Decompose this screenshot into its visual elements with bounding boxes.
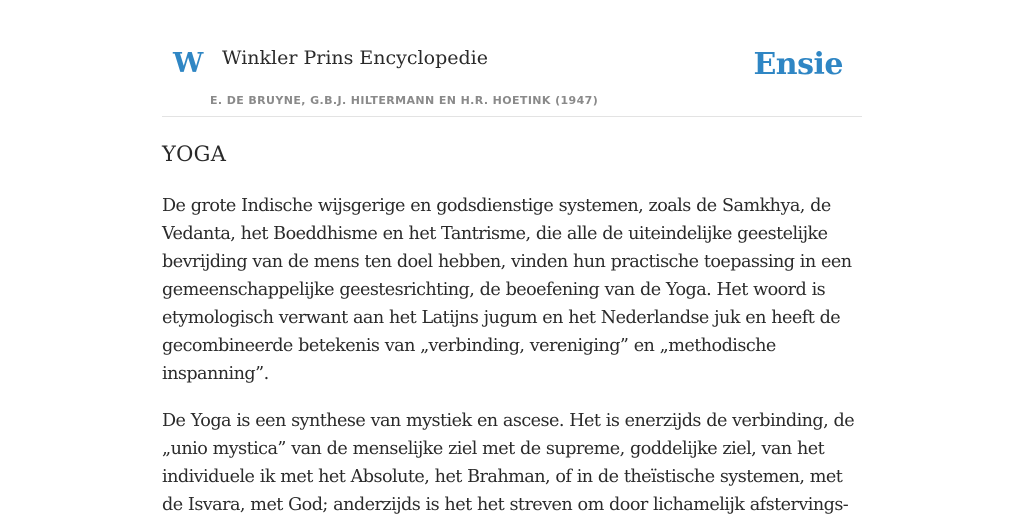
ensie-brand-link[interactable]: Ensie	[753, 47, 843, 82]
paragraph-line: Vedanta, het Boeddhisme en het Tantrisme, die alle de uiteindelijke geestelijke	[162, 224, 828, 244]
article-paragraph	[162, 407, 862, 519]
paragraph-line: individuele ik met het Absolute, het Brahman, of in de theïstische systemen, met	[162, 467, 843, 487]
paragraph-line: gecombineerde betekenis van „verbinding, vereniging” en „methodische	[162, 336, 776, 356]
article-title: YOGA	[162, 142, 227, 166]
paragraph-line: bevrijding van de mens ten doel hebben, vinden hun practische toepassing in een	[162, 252, 852, 272]
paragraph-line: De Yoga is een synthese van mystiek en ascese. Het is enerzijds de verbinding, de	[162, 411, 855, 431]
paragraph-line: de Isvara, met God; anderzijds is het het streven om door lichamelijk afstervings-	[162, 495, 849, 515]
paragraph-line: De grote Indische wijsgerige en godsdienstige systemen, zoals de Samkhya, de	[162, 196, 831, 216]
paragraph-line: gemeenschappelijke geestesrichting, de beoefening van de Yoga. Het woord is	[162, 280, 826, 300]
site-title[interactable]: Winkler Prins Encyclopedie	[222, 47, 488, 69]
paragraph-line: inspanning”.	[162, 364, 269, 384]
authors-credit: E. DE BRUYNE, G.B.J. HILTERMANN EN H.R. HOETINK (1947)	[210, 94, 599, 107]
page	[162, 0, 862, 515]
article-paragraph	[162, 192, 862, 388]
paragraph-line: etymologisch verwant aan het Latijns jugum en het Nederlandse juk en heeft de	[162, 308, 841, 328]
winkler-prins-logo[interactable]: W	[173, 48, 204, 79]
site-header	[162, 0, 862, 117]
paragraph-line: „unio mystica” van de menselijke ziel met de supreme, goddelijke ziel, van het	[162, 439, 825, 459]
